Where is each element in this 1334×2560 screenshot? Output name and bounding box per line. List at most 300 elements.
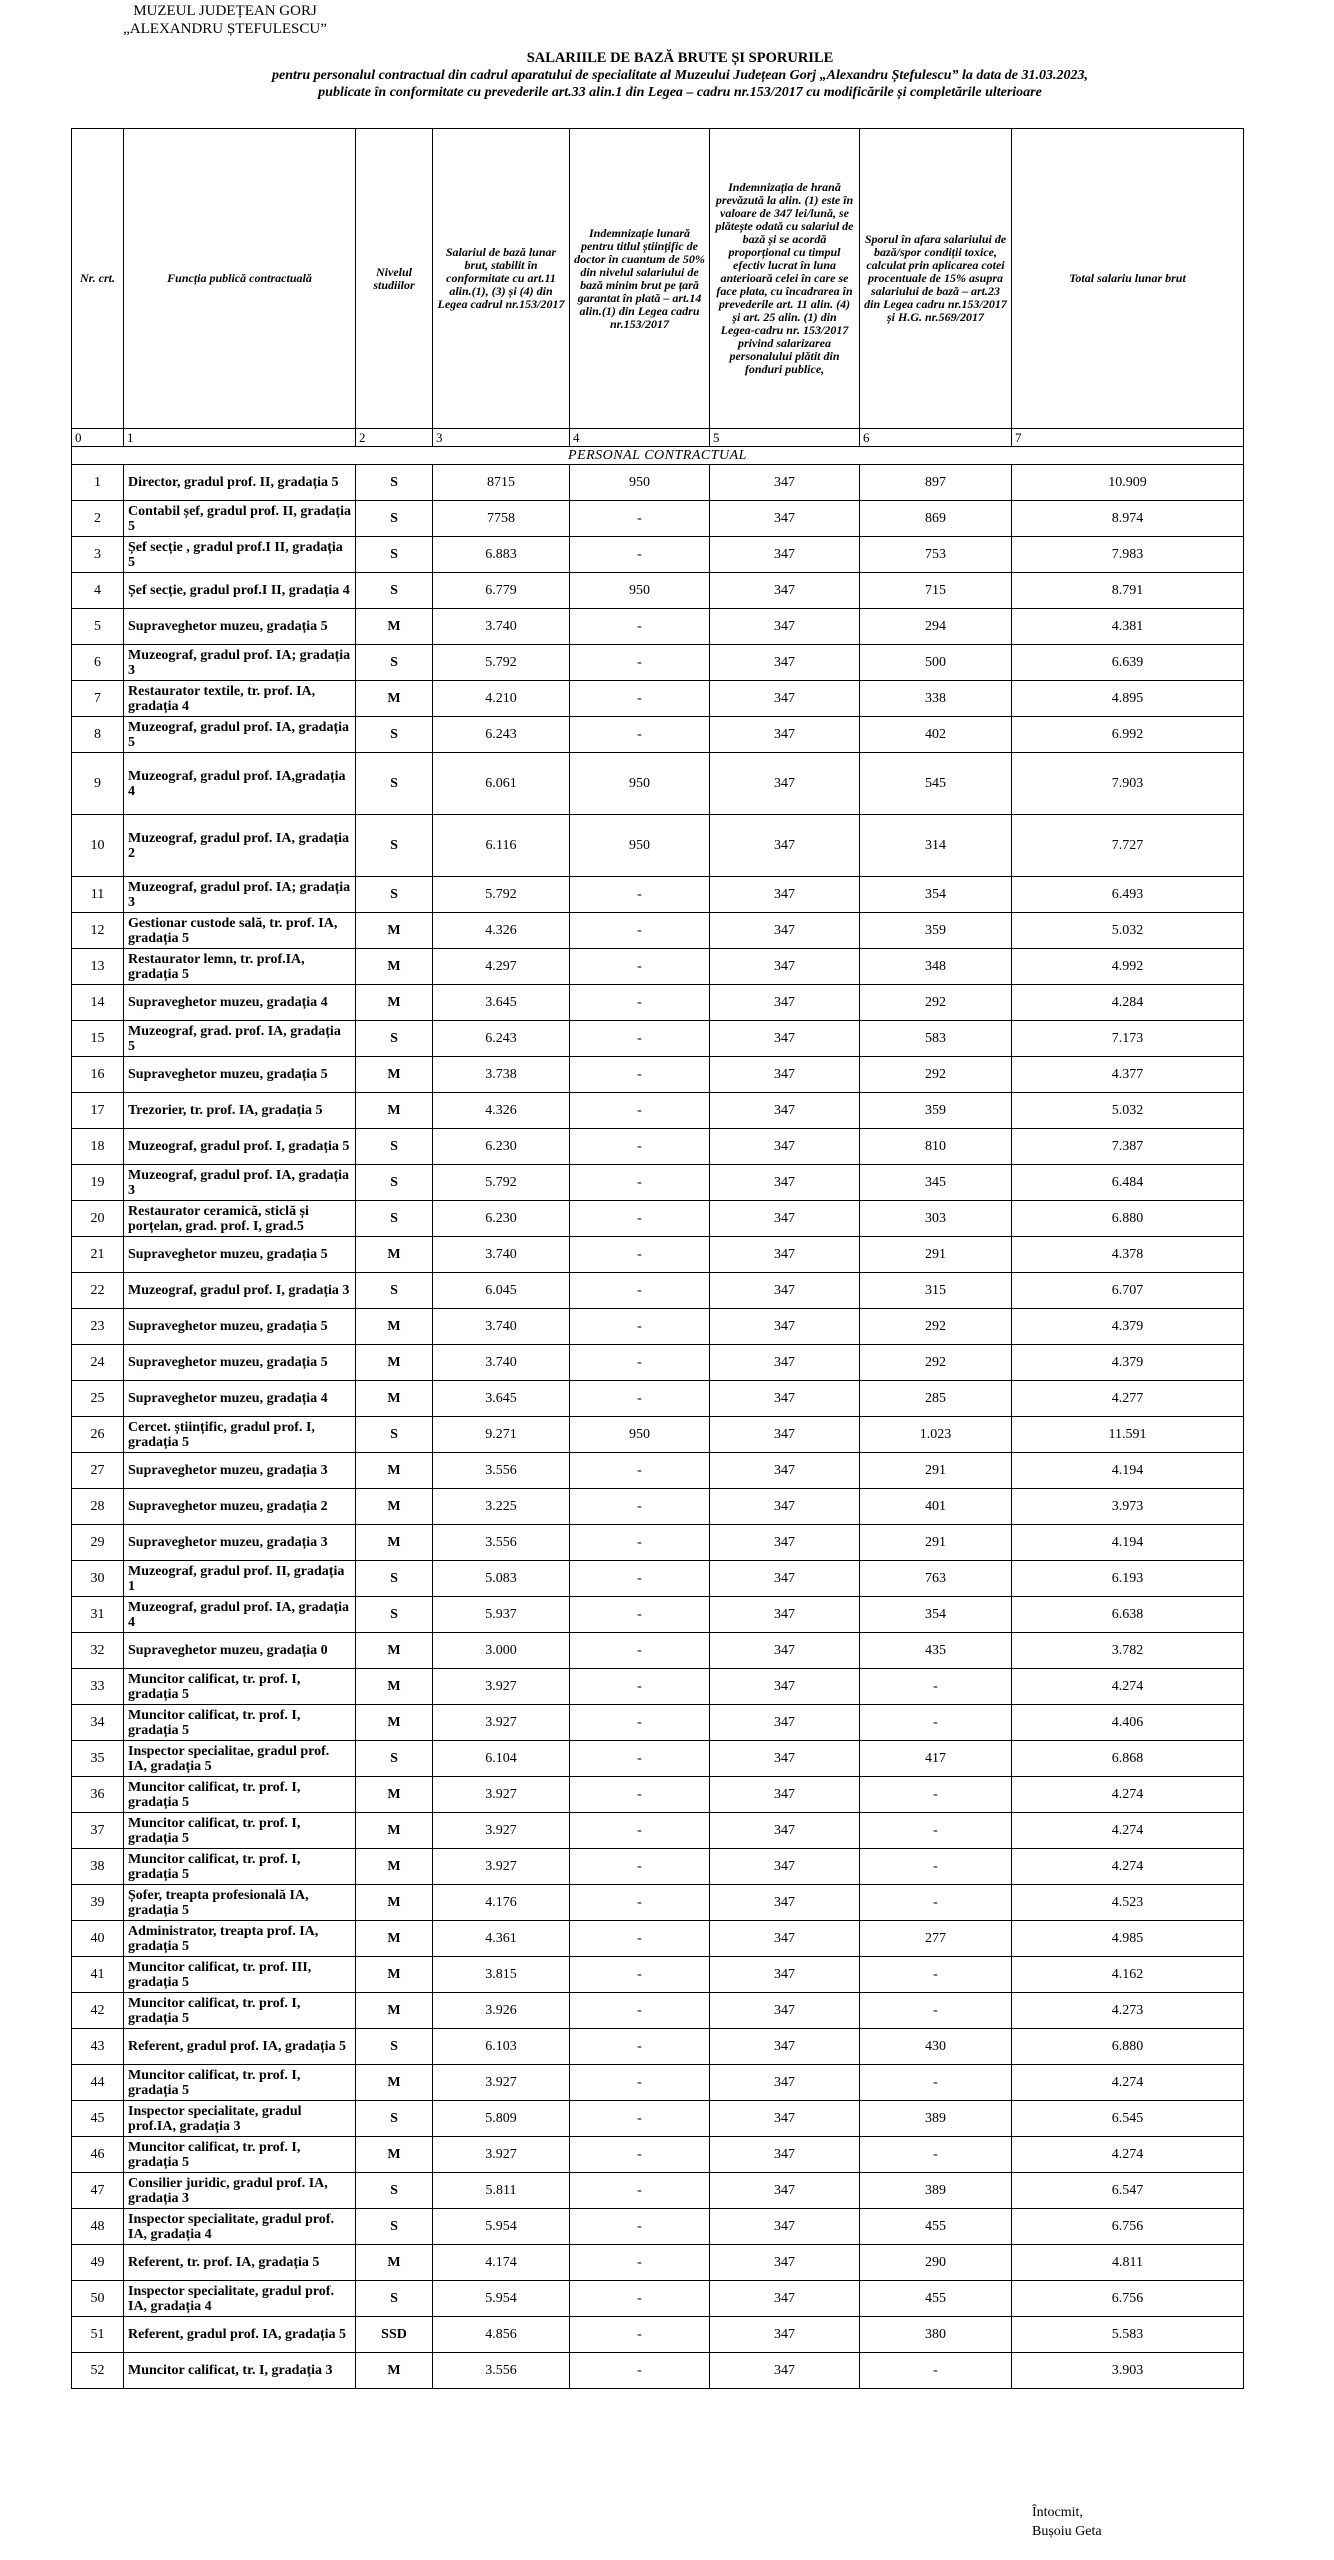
table-row xyxy=(72,1705,1244,1741)
column-index: 7 xyxy=(1012,429,1244,447)
doctor-allowance: - xyxy=(570,1093,710,1129)
function-name: Muncitor calificat, tr. prof. I, gradația 5 xyxy=(124,1813,356,1849)
bonus: 380 xyxy=(860,2317,1012,2353)
table-row xyxy=(72,1057,1244,1093)
doctor-allowance: - xyxy=(570,1813,710,1849)
table-row xyxy=(72,1201,1244,1237)
meal-allowance: 347 xyxy=(710,1633,860,1669)
doctor-allowance: - xyxy=(570,1921,710,1957)
meal-allowance: 347 xyxy=(710,465,860,501)
row-nr: 30 xyxy=(72,1561,124,1597)
table-row xyxy=(72,1777,1244,1813)
function-name: Muncitor calificat, tr. prof. I, gradația 5 xyxy=(124,1669,356,1705)
function-name: Referent, tr. prof. IA, gradația 5 xyxy=(124,2245,356,2281)
bonus: 1.023 xyxy=(860,1417,1012,1453)
bonus: 354 xyxy=(860,877,1012,913)
total-salary: 4.274 xyxy=(1012,1849,1244,1885)
meal-allowance: 347 xyxy=(710,2209,860,2245)
meal-allowance: 347 xyxy=(710,1669,860,1705)
function-name: Supraveghetor muzeu, gradația 5 xyxy=(124,1345,356,1381)
total-salary: 6.638 xyxy=(1012,1597,1244,1633)
base-salary: 3.556 xyxy=(433,1453,570,1489)
function-name: Administrator, treapta prof. IA, gradația 5 xyxy=(124,1921,356,1957)
function-name: Contabil șef, gradul prof. II, gradația 5 xyxy=(124,501,356,537)
base-salary: 3.927 xyxy=(433,1777,570,1813)
table-row xyxy=(72,1273,1244,1309)
header-doctor-allowance: Indemnizație lunară pentru titlul științific de doctor în cuantum de 50% din nivelul salariului de bază minim brut pe țară garantat în plată – art.14 alin.(1) din Legea cadru nr.153/2017 xyxy=(570,129,710,429)
total-salary: 7.173 xyxy=(1012,1021,1244,1057)
doctor-allowance: - xyxy=(570,1345,710,1381)
doctor-allowance: 950 xyxy=(570,815,710,877)
table-row xyxy=(72,2317,1244,2353)
doctor-allowance: - xyxy=(570,1057,710,1093)
header-total: Total salariu lunar brut xyxy=(1012,129,1244,429)
bonus: 417 xyxy=(860,1741,1012,1777)
table-row xyxy=(72,1525,1244,1561)
row-nr: 26 xyxy=(72,1417,124,1453)
row-nr: 45 xyxy=(72,2101,124,2137)
table-row xyxy=(72,1021,1244,1057)
bonus: 315 xyxy=(860,1273,1012,1309)
table-row xyxy=(72,913,1244,949)
doctor-allowance: - xyxy=(570,2065,710,2101)
study-level: S xyxy=(356,753,433,815)
meal-allowance: 347 xyxy=(710,1417,860,1453)
row-nr: 29 xyxy=(72,1525,124,1561)
function-name: Șef secție , gradul prof.I II, gradația 5 xyxy=(124,537,356,573)
doctor-allowance: - xyxy=(570,877,710,913)
study-level: S xyxy=(356,1021,433,1057)
study-level: S xyxy=(356,465,433,501)
study-level: M xyxy=(356,2065,433,2101)
base-salary: 4.297 xyxy=(433,949,570,985)
meal-allowance: 347 xyxy=(710,1813,860,1849)
header-base-salary: Salariul de bază lunar brut, stabilit în conformitate cu art.11 alin.(1), (3) și (4) din Legea cadrul nr.153/2017 xyxy=(433,129,570,429)
row-nr: 47 xyxy=(72,2173,124,2209)
table-row xyxy=(72,2353,1244,2389)
row-nr: 6 xyxy=(72,645,124,681)
meal-allowance: 347 xyxy=(710,1993,860,2029)
function-name: Referent, gradul prof. IA, gradația 5 xyxy=(124,2317,356,2353)
doctor-allowance: - xyxy=(570,985,710,1021)
bonus: 292 xyxy=(860,985,1012,1021)
row-nr: 10 xyxy=(72,815,124,877)
doctor-allowance: - xyxy=(570,2101,710,2137)
study-level: S xyxy=(356,1561,433,1597)
base-salary: 4.856 xyxy=(433,2317,570,2353)
base-salary: 3.815 xyxy=(433,1957,570,1993)
doctor-allowance: - xyxy=(570,609,710,645)
function-name: Muzeograf, gradul prof. I, gradația 5 xyxy=(124,1129,356,1165)
table-row xyxy=(72,985,1244,1021)
study-level: M xyxy=(356,1669,433,1705)
doctor-allowance: - xyxy=(570,2245,710,2281)
institution-subname: „ALEXANDRU ȘTEFULESCU” xyxy=(123,21,327,37)
study-level: M xyxy=(356,1993,433,2029)
document-title-block xyxy=(180,50,1180,101)
doctor-allowance: - xyxy=(570,2353,710,2389)
total-salary: 4.895 xyxy=(1012,681,1244,717)
table-row xyxy=(72,645,1244,681)
study-level: M xyxy=(356,1957,433,1993)
column-index: 6 xyxy=(860,429,1012,447)
row-nr: 43 xyxy=(72,2029,124,2065)
study-level: M xyxy=(356,1237,433,1273)
row-nr: 1 xyxy=(72,465,124,501)
doctor-allowance: - xyxy=(570,1705,710,1741)
base-salary: 3.000 xyxy=(433,1633,570,1669)
doctor-allowance: - xyxy=(570,2281,710,2317)
bonus: 869 xyxy=(860,501,1012,537)
row-nr: 3 xyxy=(72,537,124,573)
function-name: Șef secție, gradul prof.I II, gradația 4 xyxy=(124,573,356,609)
total-salary: 8.791 xyxy=(1012,573,1244,609)
doctor-allowance: - xyxy=(570,1993,710,2029)
bonus: 455 xyxy=(860,2209,1012,2245)
total-salary: 7.983 xyxy=(1012,537,1244,573)
meal-allowance: 347 xyxy=(710,2281,860,2317)
study-level: S xyxy=(356,2029,433,2065)
doctor-allowance: - xyxy=(570,1453,710,1489)
meal-allowance: 347 xyxy=(710,1021,860,1057)
column-index: 3 xyxy=(433,429,570,447)
total-salary: 7.387 xyxy=(1012,1129,1244,1165)
total-salary: 4.377 xyxy=(1012,1057,1244,1093)
study-level: S xyxy=(356,1741,433,1777)
meal-allowance: 347 xyxy=(710,1273,860,1309)
function-name: Muzeograf, gradul prof. IA, gradația 3 xyxy=(124,1165,356,1201)
function-name: Muzeograf, gradul prof. IA; gradația 3 xyxy=(124,645,356,681)
meal-allowance: 347 xyxy=(710,1201,860,1237)
study-level: S xyxy=(356,1273,433,1309)
meal-allowance: 347 xyxy=(710,815,860,877)
base-salary: 6.103 xyxy=(433,2029,570,2065)
study-level: M xyxy=(356,949,433,985)
row-nr: 21 xyxy=(72,1237,124,1273)
header-nr: Nr. crt. xyxy=(72,129,124,429)
function-name: Muzeograf, gradul prof. IA, gradația 2 xyxy=(124,815,356,877)
total-salary: 5.583 xyxy=(1012,2317,1244,2353)
study-level: M xyxy=(356,1345,433,1381)
study-level: M xyxy=(356,1453,433,1489)
function-name: Restaurator textile, tr. prof. IA, gradația 4 xyxy=(124,681,356,717)
doctor-allowance: - xyxy=(570,1669,710,1705)
study-level: M xyxy=(356,1777,433,1813)
row-nr: 31 xyxy=(72,1597,124,1633)
bonus: 455 xyxy=(860,2281,1012,2317)
total-salary: 6.484 xyxy=(1012,1165,1244,1201)
table-row xyxy=(72,1849,1244,1885)
bonus: 583 xyxy=(860,1021,1012,1057)
table-row xyxy=(72,1597,1244,1633)
row-nr: 15 xyxy=(72,1021,124,1057)
row-nr: 35 xyxy=(72,1741,124,1777)
table-row xyxy=(72,753,1244,815)
total-salary: 4.985 xyxy=(1012,1921,1244,1957)
row-nr: 7 xyxy=(72,681,124,717)
doctor-allowance: 950 xyxy=(570,573,710,609)
table-row xyxy=(72,1633,1244,1669)
study-level: M xyxy=(356,1525,433,1561)
meal-allowance: 347 xyxy=(710,717,860,753)
prepared-by-name: Bușoiu Geta xyxy=(1032,2524,1102,2539)
function-name: Muzeograf, grad. prof. IA, gradația 5 xyxy=(124,1021,356,1057)
row-nr: 5 xyxy=(72,609,124,645)
base-salary: 3.556 xyxy=(433,1525,570,1561)
base-salary: 6.061 xyxy=(433,753,570,815)
meal-allowance: 347 xyxy=(710,2245,860,2281)
total-salary: 7.903 xyxy=(1012,753,1244,815)
function-name: Muzeograf, gradul prof. IA, gradația 5 xyxy=(124,717,356,753)
meal-allowance: 347 xyxy=(710,2101,860,2137)
bonus: 763 xyxy=(860,1561,1012,1597)
bonus: 359 xyxy=(860,1093,1012,1129)
total-salary: 4.379 xyxy=(1012,1345,1244,1381)
bonus: 401 xyxy=(860,1489,1012,1525)
meal-allowance: 347 xyxy=(710,1057,860,1093)
base-salary: 4.361 xyxy=(433,1921,570,1957)
study-level: M xyxy=(356,1921,433,1957)
study-level: S xyxy=(356,1417,433,1453)
table-row xyxy=(72,949,1244,985)
table-row xyxy=(72,2209,1244,2245)
study-level: M xyxy=(356,1093,433,1129)
function-name: Muzeograf, gradul prof. IA, gradația 4 xyxy=(124,1597,356,1633)
bonus: 291 xyxy=(860,1237,1012,1273)
function-name: Muncitor calificat, tr. I, gradația 3 xyxy=(124,2353,356,2389)
doctor-allowance: - xyxy=(570,1777,710,1813)
total-salary: 4.274 xyxy=(1012,1669,1244,1705)
meal-allowance: 347 xyxy=(710,1165,860,1201)
base-salary: 6.230 xyxy=(433,1201,570,1237)
table-row xyxy=(72,1381,1244,1417)
function-name: Inspector specialitate, gradul prof.IA, gradația 3 xyxy=(124,2101,356,2137)
meal-allowance: 347 xyxy=(710,1309,860,1345)
header-function: Funcția publică contractuală xyxy=(124,129,356,429)
row-nr: 36 xyxy=(72,1777,124,1813)
base-salary: 7758 xyxy=(433,501,570,537)
bonus: - xyxy=(860,2137,1012,2173)
table-row xyxy=(72,1345,1244,1381)
study-level: M xyxy=(356,1309,433,1345)
meal-allowance: 347 xyxy=(710,753,860,815)
row-nr: 49 xyxy=(72,2245,124,2281)
row-nr: 20 xyxy=(72,1201,124,1237)
base-salary: 6.230 xyxy=(433,1129,570,1165)
study-level: M xyxy=(356,1849,433,1885)
doctor-allowance: - xyxy=(570,2209,710,2245)
bonus: - xyxy=(860,2065,1012,2101)
header-study-level: Nivelul studiilor xyxy=(356,129,433,429)
row-nr: 32 xyxy=(72,1633,124,1669)
meal-allowance: 347 xyxy=(710,2137,860,2173)
doctor-allowance: - xyxy=(570,1201,710,1237)
base-salary: 5.792 xyxy=(433,1165,570,1201)
column-index: 1 xyxy=(124,429,356,447)
meal-allowance: 347 xyxy=(710,1453,860,1489)
bonus: 715 xyxy=(860,573,1012,609)
table-row xyxy=(72,2101,1244,2137)
doctor-allowance: - xyxy=(570,1309,710,1345)
row-nr: 19 xyxy=(72,1165,124,1201)
study-level: S xyxy=(356,501,433,537)
base-salary: 3.556 xyxy=(433,2353,570,2389)
total-salary: 6.547 xyxy=(1012,2173,1244,2209)
study-level: S xyxy=(356,2281,433,2317)
total-salary: 10.909 xyxy=(1012,465,1244,501)
function-name: Muncitor calificat, tr. prof. I, gradația 5 xyxy=(124,1777,356,1813)
bonus: 314 xyxy=(860,815,1012,877)
bonus: 291 xyxy=(860,1525,1012,1561)
document-subtitle-1: pentru personalul contractual din cadrul aparatului de specialitate al Muzeului Județean Gorj „Alexandru Ștefulescu” la data de 31.03.2023, xyxy=(272,68,1088,83)
doctor-allowance: - xyxy=(570,1849,710,1885)
total-salary: 4.378 xyxy=(1012,1237,1244,1273)
function-name: Director, gradul prof. II, gradația 5 xyxy=(124,465,356,501)
meal-allowance: 347 xyxy=(710,1849,860,1885)
meal-allowance: 347 xyxy=(710,1885,860,1921)
meal-allowance: 347 xyxy=(710,1489,860,1525)
total-salary: 8.974 xyxy=(1012,501,1244,537)
bonus: 389 xyxy=(860,2101,1012,2137)
doctor-allowance: - xyxy=(570,1021,710,1057)
base-salary: 8715 xyxy=(433,465,570,501)
table-row xyxy=(72,1129,1244,1165)
base-salary: 4.176 xyxy=(433,1885,570,1921)
table-row xyxy=(72,1921,1244,1957)
base-salary: 6.116 xyxy=(433,815,570,877)
column-index: 5 xyxy=(710,429,860,447)
function-name: Supraveghetor muzeu, gradația 0 xyxy=(124,1633,356,1669)
study-level: S xyxy=(356,645,433,681)
doctor-allowance: - xyxy=(570,1381,710,1417)
table-row xyxy=(72,1669,1244,1705)
total-salary: 6.493 xyxy=(1012,877,1244,913)
function-name: Supraveghetor muzeu, gradația 3 xyxy=(124,1453,356,1489)
base-salary: 5.937 xyxy=(433,1597,570,1633)
meal-allowance: 347 xyxy=(710,645,860,681)
function-name: Gestionar custode sală, tr. prof. IA, gradația 5 xyxy=(124,913,356,949)
bonus: 500 xyxy=(860,645,1012,681)
doctor-allowance: - xyxy=(570,1741,710,1777)
bonus: 354 xyxy=(860,1597,1012,1633)
row-nr: 8 xyxy=(72,717,124,753)
table-row xyxy=(72,573,1244,609)
meal-allowance: 347 xyxy=(710,2173,860,2209)
function-name: Muncitor calificat, tr. prof. I, gradația 5 xyxy=(124,1849,356,1885)
meal-allowance: 347 xyxy=(710,985,860,1021)
bonus: - xyxy=(860,1813,1012,1849)
bonus: 338 xyxy=(860,681,1012,717)
table-row xyxy=(72,1741,1244,1777)
bonus: 277 xyxy=(860,1921,1012,1957)
bonus: - xyxy=(860,2353,1012,2389)
bonus: - xyxy=(860,1777,1012,1813)
total-salary: 4.992 xyxy=(1012,949,1244,985)
total-salary: 11.591 xyxy=(1012,1417,1244,1453)
header-row xyxy=(72,129,1244,429)
doctor-allowance: - xyxy=(570,1885,710,1921)
doctor-allowance: 950 xyxy=(570,465,710,501)
meal-allowance: 347 xyxy=(710,573,860,609)
study-level: S xyxy=(356,2101,433,2137)
total-salary: 4.194 xyxy=(1012,1525,1244,1561)
function-name: Inspector specialitate, gradul prof. IA, gradația 4 xyxy=(124,2281,356,2317)
section-label: PERSONAL CONTRACTUAL xyxy=(72,447,1244,465)
row-nr: 27 xyxy=(72,1453,124,1489)
table-row xyxy=(72,1957,1244,1993)
meal-allowance: 347 xyxy=(710,877,860,913)
institution-name: MUZEUL JUDEȚEAN GORJ xyxy=(133,3,317,19)
study-level: M xyxy=(356,1057,433,1093)
study-level: S xyxy=(356,877,433,913)
total-salary: 5.032 xyxy=(1012,1093,1244,1129)
study-level: S xyxy=(356,717,433,753)
bonus: 810 xyxy=(860,1129,1012,1165)
base-salary: 3.225 xyxy=(433,1489,570,1525)
table-row xyxy=(72,1453,1244,1489)
bonus: 291 xyxy=(860,1453,1012,1489)
table-row xyxy=(72,681,1244,717)
total-salary: 4.274 xyxy=(1012,1813,1244,1849)
bonus: 303 xyxy=(860,1201,1012,1237)
meal-allowance: 347 xyxy=(710,1957,860,1993)
bonus: - xyxy=(860,1957,1012,1993)
row-nr: 39 xyxy=(72,1885,124,1921)
function-name: Inspector specialitae, gradul prof. IA, gradația 5 xyxy=(124,1741,356,1777)
function-name: Restaurator lemn, tr. prof.IA, gradația 5 xyxy=(124,949,356,985)
row-nr: 2 xyxy=(72,501,124,537)
meal-allowance: 347 xyxy=(710,1093,860,1129)
base-salary: 5.792 xyxy=(433,645,570,681)
study-level: S xyxy=(356,2209,433,2245)
base-salary: 3.740 xyxy=(433,609,570,645)
base-salary: 5.811 xyxy=(433,2173,570,2209)
function-name: Muzeograf, gradul prof. I, gradația 3 xyxy=(124,1273,356,1309)
study-level: S xyxy=(356,1165,433,1201)
base-salary: 3.645 xyxy=(433,985,570,1021)
table-row xyxy=(72,537,1244,573)
function-name: Supraveghetor muzeu, gradația 4 xyxy=(124,985,356,1021)
salary-table xyxy=(71,128,1244,2389)
doctor-allowance: - xyxy=(570,537,710,573)
total-salary: 4.379 xyxy=(1012,1309,1244,1345)
meal-allowance: 347 xyxy=(710,609,860,645)
doctor-allowance: - xyxy=(570,1273,710,1309)
doctor-allowance: - xyxy=(570,501,710,537)
doctor-allowance: - xyxy=(570,1597,710,1633)
total-salary: 4.274 xyxy=(1012,2137,1244,2173)
meal-allowance: 347 xyxy=(710,681,860,717)
doctor-allowance: - xyxy=(570,1237,710,1273)
bonus: 545 xyxy=(860,753,1012,815)
meal-allowance: 347 xyxy=(710,1345,860,1381)
doctor-allowance: - xyxy=(570,645,710,681)
doctor-allowance: - xyxy=(570,2173,710,2209)
row-nr: 40 xyxy=(72,1921,124,1957)
base-salary: 5.954 xyxy=(433,2209,570,2245)
meal-allowance: 347 xyxy=(710,1705,860,1741)
total-salary: 6.868 xyxy=(1012,1741,1244,1777)
table-row xyxy=(72,1885,1244,1921)
base-salary: 3.927 xyxy=(433,1813,570,1849)
column-index-row xyxy=(72,429,1244,447)
study-level: M xyxy=(356,985,433,1021)
meal-allowance: 347 xyxy=(710,501,860,537)
study-level: S xyxy=(356,2173,433,2209)
total-salary: 3.782 xyxy=(1012,1633,1244,1669)
base-salary: 4.174 xyxy=(433,2245,570,2281)
total-salary: 4.523 xyxy=(1012,1885,1244,1921)
